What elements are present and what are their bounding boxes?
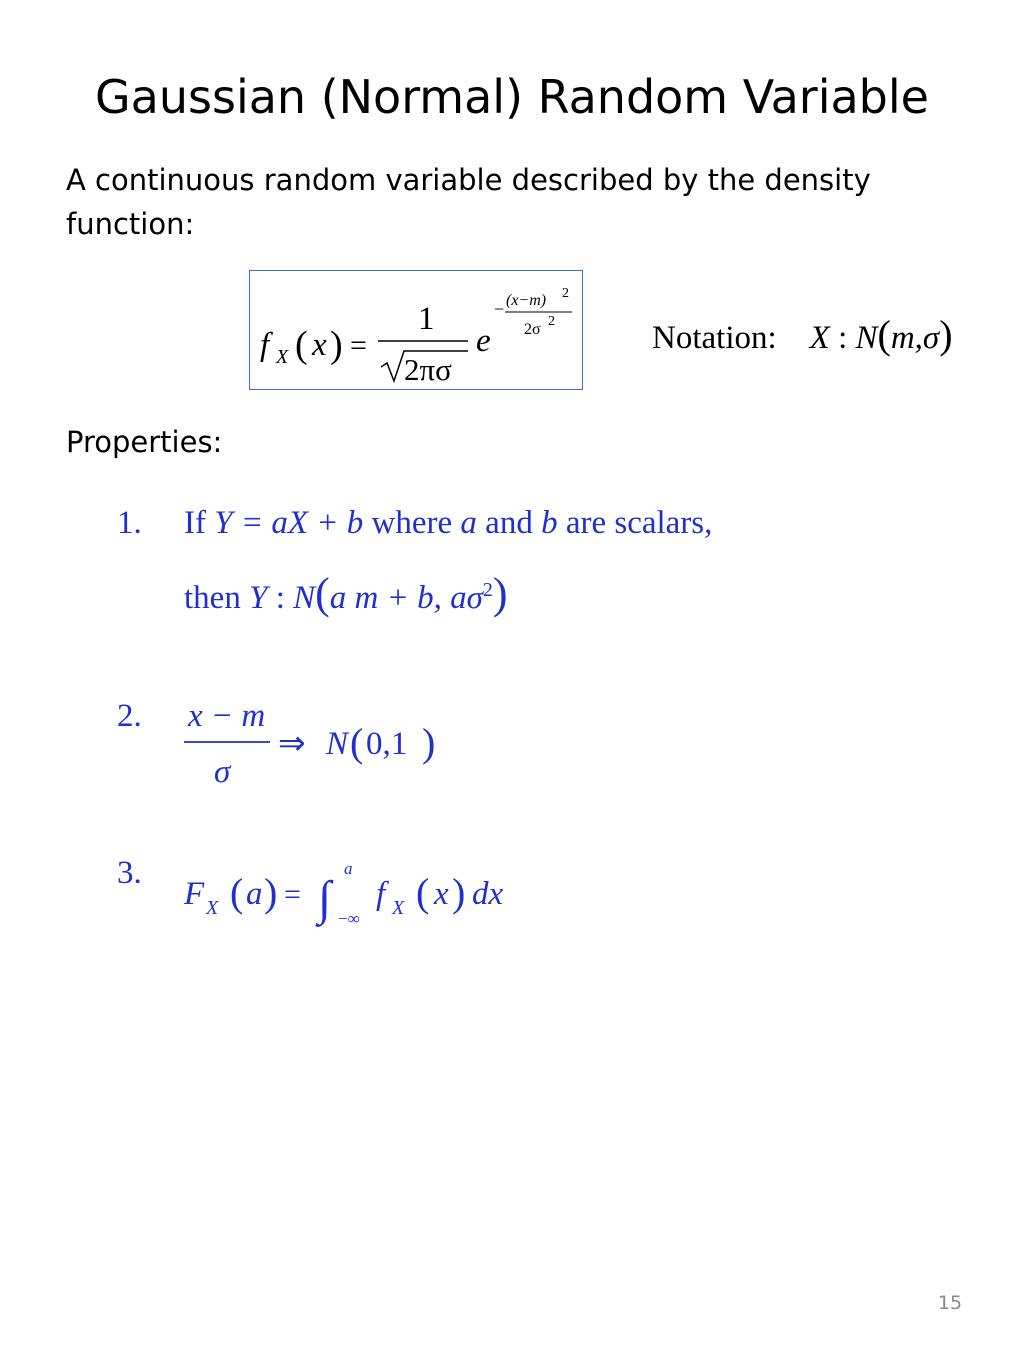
notation-colon: : xyxy=(838,320,848,356)
notation-args: m,σ xyxy=(890,320,940,356)
property-3-a: a xyxy=(246,876,263,912)
property-1-then: then xyxy=(184,580,241,616)
property-1-Y: Y xyxy=(249,580,268,616)
property-1-if: If xyxy=(184,505,206,541)
notation-N: N xyxy=(855,320,878,356)
property-1-rparen: ) xyxy=(492,569,508,618)
pdf-rparen: ) xyxy=(330,324,343,366)
pdf-formula-box xyxy=(249,270,583,390)
property-1-args: a m + b, aσ xyxy=(329,580,483,616)
property-2-formula xyxy=(180,692,460,802)
property-2-lparen: ( xyxy=(350,720,364,765)
notation-label: Notation: xyxy=(652,320,777,356)
property-3-sub: X xyxy=(206,897,219,919)
notation xyxy=(652,312,953,361)
property-1-sq: 2 xyxy=(482,579,493,601)
pdf-exp-den-sq: 2 xyxy=(548,314,555,329)
property-2-args: 0,1 xyxy=(366,726,408,762)
integral-icon: ∫ xyxy=(318,872,332,925)
property-3-lower: −∞ xyxy=(338,909,360,928)
pdf-exp-den: 2σ xyxy=(524,321,541,338)
pdf-f: f xyxy=(260,327,270,363)
pdf-exp-num-sq: 2 xyxy=(562,286,569,301)
intro-text: A continuous random variable described by the density function: xyxy=(66,163,871,241)
property-1-expr: Y = aX + b xyxy=(214,505,364,541)
property-1-colon: : xyxy=(275,580,285,616)
notation-lparen: ( xyxy=(877,312,891,357)
property-1-and: and xyxy=(485,505,533,541)
property-1-lparen: ( xyxy=(315,569,330,618)
property-3-number: 3. xyxy=(117,855,142,891)
property-1-number: 1. xyxy=(117,505,142,541)
property-3-dx: dx xyxy=(472,876,504,912)
pdf-x: x xyxy=(312,327,327,363)
notation-X: X xyxy=(809,320,830,356)
property-3-upper: a xyxy=(344,859,353,878)
property-1-where: where xyxy=(371,505,453,541)
properties-label: Properties: xyxy=(66,425,223,459)
property-1-N: N xyxy=(293,580,316,616)
property-1-b: b xyxy=(541,505,558,541)
property-3-lparen: ( xyxy=(230,870,244,915)
pdf-exp-minus: − xyxy=(494,299,505,319)
pdf-formula xyxy=(250,271,582,389)
property-2-rparen: ) xyxy=(422,720,436,765)
pdf-equals: = xyxy=(350,329,367,362)
property-2-num: x − m xyxy=(188,698,266,734)
pdf-one: 1 xyxy=(418,301,435,337)
property-2-den: σ xyxy=(214,754,231,790)
notation-rparen: ) xyxy=(939,312,953,357)
property-3-fsub: X xyxy=(392,897,405,919)
property-1-a: a xyxy=(460,505,477,541)
property-2-number: 2. xyxy=(117,698,142,734)
property-3-rparen2: ) xyxy=(452,870,466,915)
property-1-line2 xyxy=(184,568,508,619)
property-3-f: f xyxy=(376,876,386,912)
implies-icon: ⇒ xyxy=(278,726,306,762)
property-3-formula xyxy=(180,848,540,938)
pdf-e: e xyxy=(476,323,491,359)
property-3-x: x xyxy=(434,876,449,912)
pdf-exp-num: (x−m) xyxy=(506,292,547,309)
property-2-N: N xyxy=(326,726,349,762)
page-number: 15 xyxy=(937,1292,963,1314)
pdf-lparen: ( xyxy=(295,324,308,366)
pdf-denominator: 2πσ xyxy=(404,352,452,387)
property-1-tail: are scalars, xyxy=(565,505,713,541)
slide-title: Gaussian (Normal) Random Variable xyxy=(95,70,929,124)
pdf-sub: X xyxy=(276,346,289,368)
property-3-rparen: ) xyxy=(264,870,278,915)
property-3-lparen2: ( xyxy=(416,870,430,915)
property-3-F: F xyxy=(184,876,205,912)
property-1-line1 xyxy=(184,505,712,542)
property-3-equals: = xyxy=(284,878,301,911)
